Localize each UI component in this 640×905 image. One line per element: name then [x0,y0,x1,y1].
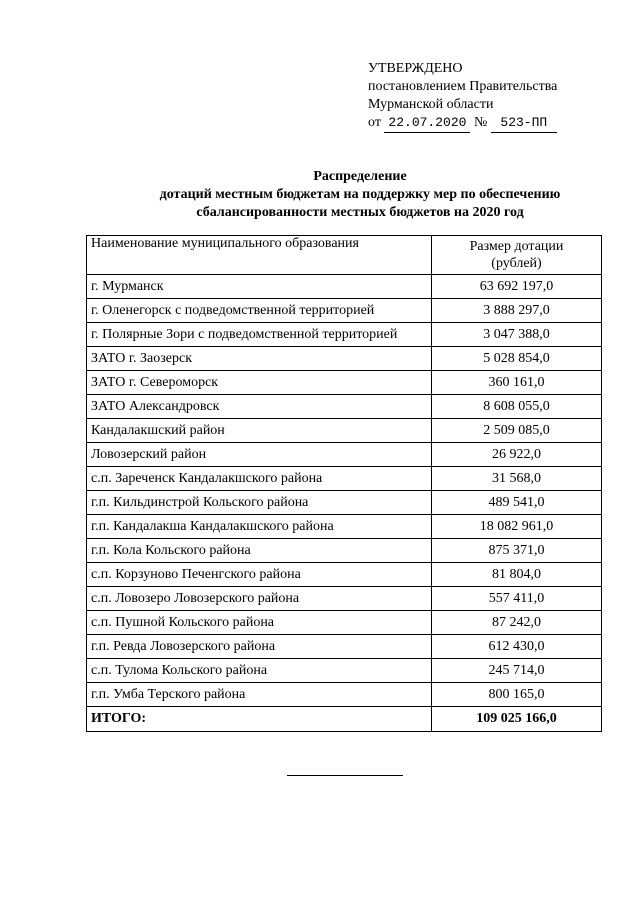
municipality-name-cell: г. Оленегорск с подведомственной территорией [87,299,432,323]
municipality-name-cell: ЗАТО г. Североморск [87,371,432,395]
table-row [87,539,602,563]
approval-number: 523-ПП [491,114,557,133]
approval-line-1: постановлением Правительства [368,79,558,94]
subsidy-amount-cell: 360 161,0 [432,371,602,395]
table-row [87,323,602,347]
municipality-name-cell: г. Мурманск [87,275,432,299]
municipality-name-cell: г.п. Кильдинстрой Кольского района [87,491,432,515]
approval-heading: УТВЕРЖДЕНО [368,61,463,76]
table-row [87,563,602,587]
table-row [87,419,602,443]
title-line-2: дотаций местным бюджетам на поддержку мер по обеспечению [159,187,561,202]
table-row [87,635,602,659]
header-amount-line-2: (рублей) [491,256,542,271]
end-divider [287,775,403,776]
header-amount-cell [432,236,602,275]
table-row [87,659,602,683]
municipality-name-cell: Кандалакшский район [87,419,432,443]
municipality-name-cell: ЗАТО Александровск [87,395,432,419]
subsidy-table-body [87,236,602,732]
subsidy-amount-cell: 489 541,0 [432,491,602,515]
subsidy-amount-cell: 875 371,0 [432,539,602,563]
subsidy-amount-cell: 87 242,0 [432,611,602,635]
municipality-name-cell: Ловозерский район [87,443,432,467]
document-title [80,168,640,222]
table-row [87,299,602,323]
total-amount-cell: 109 025 166,0 [432,707,602,732]
municipality-name-cell: с.п. Пушной Кольского района [87,611,432,635]
subsidy-amount-cell: 81 804,0 [432,563,602,587]
table-row [87,515,602,539]
municipality-name-cell: с.п. Тулома Кольского района [87,659,432,683]
municipality-name-cell: с.п. Корзуново Печенгского района [87,563,432,587]
municipality-name-cell: ЗАТО г. Заозерск [87,347,432,371]
table-total-row [87,707,602,732]
municipality-name-cell: с.п. Ловозеро Ловозерского района [87,587,432,611]
table-row [87,275,602,299]
table-row [87,611,602,635]
approval-stamp [368,60,557,133]
subsidy-amount-cell: 245 714,0 [432,659,602,683]
municipality-name-cell: г.п. Кандалакша Кандалакшского района [87,515,432,539]
title-line-3: сбалансированности местных бюджетов на 2020 год [196,205,524,220]
table-row [87,371,602,395]
approval-date-line [368,114,557,133]
subsidy-table [86,235,602,732]
subsidy-amount-cell: 5 028 854,0 [432,347,602,371]
header-amount-line-1: Размер дотации [469,239,564,254]
subsidy-amount-cell: 8 608 055,0 [432,395,602,419]
approval-line-2: Мурманской области [368,97,494,112]
approval-from-prefix: от [368,115,381,130]
approval-date: 22.07.2020 [384,114,470,133]
table-row [87,683,602,707]
subsidy-amount-cell: 557 411,0 [432,587,602,611]
subsidy-amount-cell: 63 692 197,0 [432,275,602,299]
table-row [87,395,602,419]
municipality-name-cell: с.п. Зареченск Кандалакшского района [87,467,432,491]
subsidy-amount-cell: 2 509 085,0 [432,419,602,443]
subsidy-amount-cell: 31 568,0 [432,467,602,491]
municipality-name-cell: г.п. Ревда Ловозерского района [87,635,432,659]
subsidy-amount-cell: 18 082 961,0 [432,515,602,539]
table-row [87,347,602,371]
municipality-name-cell: г.п. Кола Кольского района [87,539,432,563]
municipality-name-cell: г.п. Умба Терского района [87,683,432,707]
header-name-cell: Наименование муниципального образования [87,236,432,275]
table-row [87,491,602,515]
table-row [87,467,602,491]
subsidy-amount-cell: 3 047 388,0 [432,323,602,347]
subsidy-amount-cell: 800 165,0 [432,683,602,707]
approval-number-prefix: № [473,115,488,130]
subsidy-amount-cell: 3 888 297,0 [432,299,602,323]
table-row [87,443,602,467]
subsidy-amount-cell: 612 430,0 [432,635,602,659]
municipality-name-cell: г. Полярные Зори с подведомственной территорией [87,323,432,347]
total-label-cell: ИТОГО: [87,707,432,732]
table-row [87,587,602,611]
table-header-row [87,236,602,275]
subsidy-amount-cell: 26 922,0 [432,443,602,467]
title-line-1: Распределение [313,169,407,184]
